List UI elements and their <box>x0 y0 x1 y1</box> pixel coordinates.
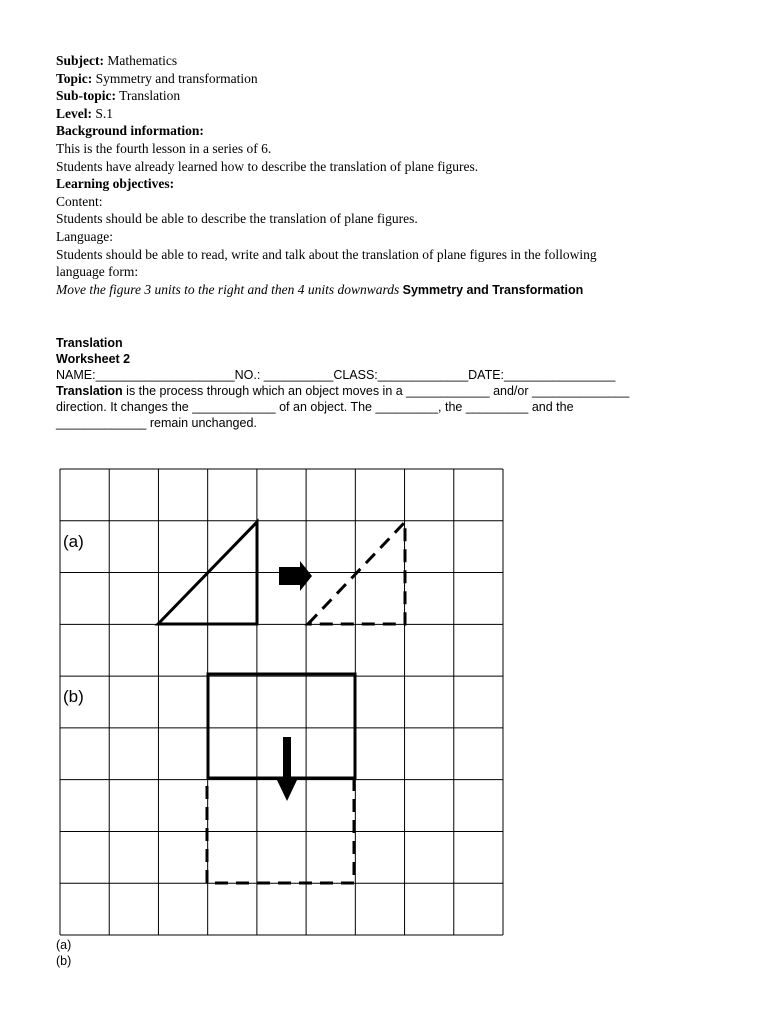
definition-line-3: _____________ remain unchanged. <box>56 416 257 430</box>
topic-value: Symmetry and transformation <box>95 70 258 86</box>
arrow-down-icon <box>277 737 297 801</box>
name-line: NAME:____________________NO.: __________CLASS:_____________DATE:________________ <box>56 368 616 382</box>
arrow-right-icon <box>279 561 312 591</box>
definition-term: Translation <box>56 384 123 398</box>
worksheet-subtitle: Worksheet 2 <box>56 352 131 366</box>
level-value: S.1 <box>95 105 114 121</box>
background-line-2: Students have already learned how to describe the translation of plane figures. <box>56 158 479 174</box>
content-text: Students should be able to describe the translation of plane figures. <box>56 211 418 227</box>
worksheet-title: Translation <box>56 336 123 350</box>
subject-value: Mathematics <box>107 53 178 68</box>
subject-label: Subject: <box>56 53 104 68</box>
answer-a-label: (a) <box>56 938 72 952</box>
definition-line-1: Translation is the process through which an object moves in a ____________ and/or ______________ <box>56 384 630 398</box>
language-line-1: Students should be able to read, write and talk about the translation of plane figures in the following <box>56 246 597 262</box>
grid-label-b: (b) <box>63 687 84 706</box>
answer-labels <box>56 938 71 969</box>
subtopic-label: Sub-topic: <box>56 88 117 104</box>
language-line-2: language form: <box>56 264 139 280</box>
language-label: Language: <box>56 228 113 244</box>
translated-rectangle <box>207 778 354 883</box>
background-line-1: This is the fourth lesson in a series of 6. <box>56 140 272 156</box>
subtopic-value: Translation <box>119 88 181 104</box>
objectives-heading: Learning objectives: <box>56 176 175 192</box>
example-bold: Symmetry and Transformation <box>402 282 584 297</box>
background-heading: Background information: <box>56 123 204 139</box>
topic-label: Topic: <box>56 70 93 86</box>
grid-lines <box>60 469 503 935</box>
grid-label-a: (a) <box>63 532 84 551</box>
content-label: Content: <box>56 193 103 209</box>
level-label: Level: <box>56 105 92 121</box>
answer-b-label: (b) <box>56 953 72 968</box>
definition-line-2: direction. It changes the ____________ of an object. The _________, the _________ and the <box>56 400 574 414</box>
example-italic: Move the figure 3 units to the right and then 4 units downwards <box>56 281 400 297</box>
original-rectangle <box>208 674 355 778</box>
